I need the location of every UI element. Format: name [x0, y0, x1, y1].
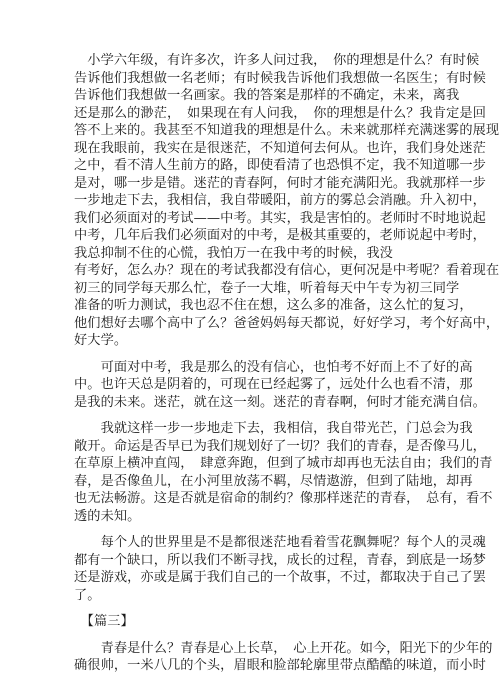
document-body: [74, 52, 500, 675]
text-line: 我们必须面对的考试——中考。其实，我是害怕的。老师时不时地说起: [74, 210, 486, 226]
text-line: 还是那么的渺茫， 如果现在有人问我， 你的理想是什么？我肯定是回: [74, 105, 486, 121]
text-line: 我总抑制不住的心慌，我怕万一在我中考的时候，我没: [74, 245, 393, 261]
text-line: 每个人的世界里是不是都很迷茫地看着雪花飘舞呢？每个人的灵魂: [74, 535, 486, 550]
text-line: 还是游戏，亦或是属于我们自己的一个故事，不过，都取决于自己了罢: [74, 570, 486, 585]
text-line: 之中，看不清人生前方的路，即使看清了也恐惧不定，我不知道哪一步: [74, 158, 486, 173]
paragraph-3: [74, 420, 493, 525]
text-line: 有考好，怎么办？现在的考试我都没有信心，更何况是中考呢？看着现在: [74, 263, 500, 278]
paragraph-2: [74, 359, 486, 412]
section-heading: [74, 613, 439, 631]
text-line: 中考，几年后我们必须面对的中考，是极其重要的，老师说起中考时，: [74, 228, 486, 243]
text-line: 透的未知。: [74, 508, 141, 524]
text-line: 了。: [74, 587, 101, 603]
text-line: 我就这样一步一步地走下去，我相信，我自带光芒，门总会为我: [74, 421, 473, 436]
text-line: 可面对中考，我是那么的没有信心，也怕考不好而上不了好的高: [74, 359, 473, 375]
text-line: 答不上来的。我甚至不知道我的理想是什么。未来就那样充满迷雾的展现: [74, 123, 500, 138]
text-line: 他们想好去哪个高中了么？爸爸妈妈每天都说，好好学习，考个好高中，: [74, 315, 500, 331]
text-line: 现在我眼前，我实在是很迷茫，不知道何去何从。也许，我们身处迷茫: [74, 140, 486, 156]
text-line: 青春是什么？青春是心上长草， 心上开花。如今，阳光下的少年的: [74, 640, 493, 656]
text-line: 准备的听力测试，我也忍不住在想，这么多的准备，这么忙的复习，: [74, 298, 473, 313]
text-line: 初三的同学每天那么忙，卷子一大堆，听着每天中午专为初三同学: [74, 280, 460, 296]
paragraph-4: [74, 534, 486, 604]
text-line: 都有一个缺口，所以我们不断寻找，成长的过程，青春，到底是一场梦: [74, 552, 486, 568]
text-line: 告诉他们我想做一名画家。我的答案是那样的不确定，未来，离我: [74, 88, 460, 103]
text-line: 中。也许天总是阴着的，可现在已经起雾了，远处什么也看不清，那: [74, 377, 473, 392]
text-line: 小学六年级，有许多次，许多人问过我， 你的理想是什么？有时候: [74, 53, 480, 68]
text-line: 也无法畅游。这是否就是宿命的制约？像那样迷茫的青春， 总有，看不: [74, 491, 493, 506]
text-line: 确很帅，一米八几的个头，眉眼和脸部轮廓里带点酷酷的味道，而小时: [74, 658, 486, 673]
text-line: 好大学。: [74, 333, 128, 348]
text-line: 是对，哪一步是错。迷茫的青春阿，何时才能充满阳光。我就那样一步: [74, 175, 486, 191]
text-line: 敞开。命运是否早已为我们规划好了一切？我们的青春，是否像马儿，: [74, 438, 486, 454]
paragraph-5: [74, 640, 493, 675]
text-line: 春，是否像鱼儿，在小河里放荡不羁，尽情遨游，但到了陆地，却再: [74, 473, 473, 489]
text-line: 是我的未来。迷茫，就在这一刻。迷茫的青春啊，何时才能充满自信。: [74, 394, 486, 410]
text-line: 在草原上横冲直闯， 肆意奔跑，但到了城市却再也无法自由；我们的青: [74, 456, 493, 471]
paragraph-1: [74, 52, 500, 350]
text-line: 一步地走下去，我相信，我自带暖阳，前方的雾总会消融。升入初中，: [74, 193, 486, 208]
section-title: 【篇三】: [74, 614, 134, 629]
text-line: 告诉他们我想做一名老师；有时候我告诉他们我想做一名医生；有时候: [74, 70, 486, 86]
